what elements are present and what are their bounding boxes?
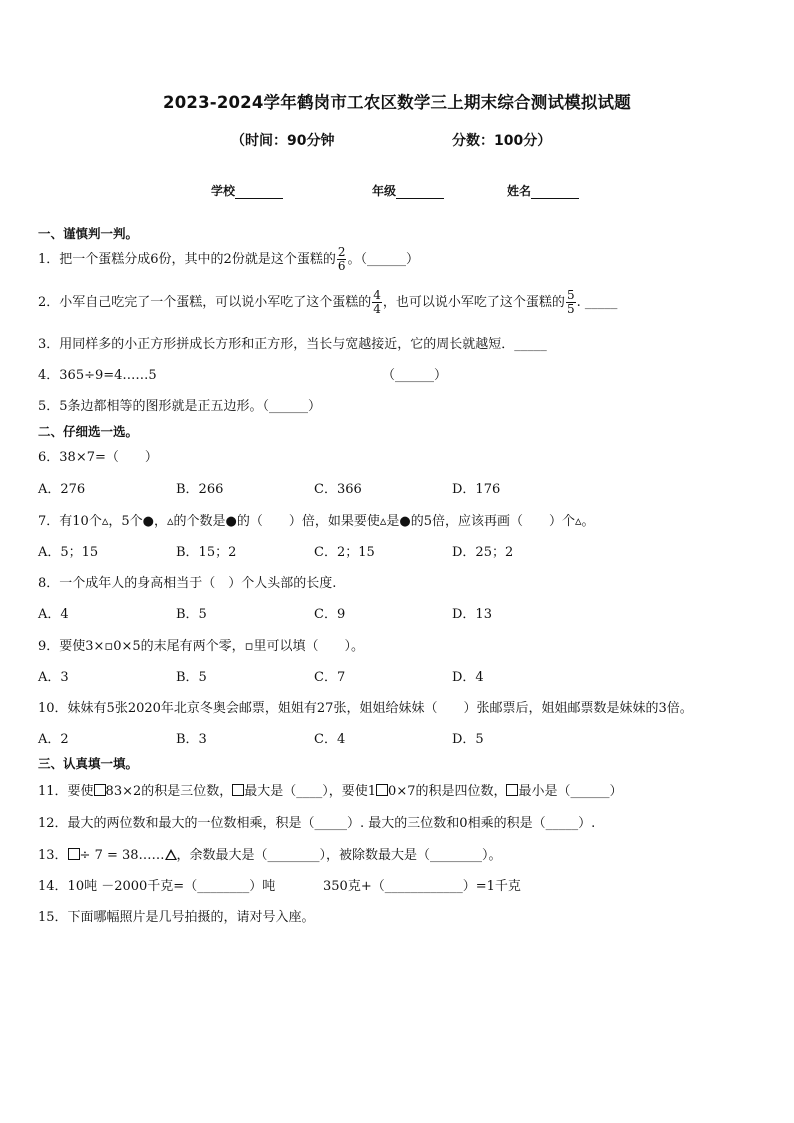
question-11-text: 11．要使 [38,784,94,799]
section-heading-2: 二、仔细选一选。 [38,424,139,439]
square-icon [506,784,518,796]
square-icon [94,784,106,796]
question-1-blank: 。（______） [347,252,419,267]
fraction-denominator: 6 [337,259,346,273]
fraction-denominator: 5 [566,302,575,316]
question-11-text: 最大是（____），要使1 [244,784,377,799]
option-a: A．5；15 [38,545,99,560]
question-15: 15．下面哪幅照片是几号拍摄的，请对号入座。 [38,910,315,925]
question-2-text: 2．小军自己吃完了一个蛋糕，可以说小军吃了这个蛋糕的 [38,295,372,310]
option-b: B．15；2 [176,545,237,560]
name-field [507,182,579,199]
question-8: 8．一个成年人的身高相当于（ ）个人头部的长度. [38,576,337,591]
fraction [372,289,382,316]
question-4-blank: （______） [382,368,448,383]
option-d: D．13 [452,607,492,622]
option-c: C．9 [314,607,346,622]
question-9: 9．要使3×▫0×5的末尾有两个零，▫里可以填（ ）。 [38,639,364,654]
grade-field [372,182,444,199]
question-7: 7．有10个▵，5个●，▵的个数是●的（ ）倍，如果要使▵是●的5倍，应该再画（ ）个▵。 [38,514,595,529]
fraction-numerator: 4 [373,288,381,302]
school-label: 学校 [211,184,236,198]
question-11-text: 83×2的积是三位数， [105,784,233,799]
grade-blank[interactable] [396,185,444,199]
question-13-text: ，余数最大是（________），被除数最大是（________）。 [176,848,502,863]
question-11-text: 最小是（______） [518,784,623,799]
question-3: 3．用同样多的小正方形拼成长方形和正方形，当长与宽越接近，它的周长就越短．_____ [38,337,547,352]
question-6: 6．38×7=（ ） [38,450,158,465]
option-b: B．5 [176,607,207,622]
school-field [211,182,283,199]
question-10: 10．妹妹有5张2020年北京冬奥会邮票，姐姐有27张，姐姐给妹妹（ ）张邮票后，姐姐邮票数是妹妹的3倍。 [38,701,693,716]
section-heading-3: 三、认真填一填。 [38,756,139,771]
question-1 [38,246,419,273]
square-icon [68,848,80,860]
question-2-text-middle: ，也可以说小军吃了这个蛋糕的 [382,295,565,310]
option-c: C．7 [314,670,346,685]
option-a: A．3 [38,670,69,685]
triangle-icon [165,849,177,860]
question-11 [38,780,623,799]
option-d: D．176 [452,482,501,497]
name-blank[interactable] [531,185,579,199]
school-blank[interactable] [235,185,283,199]
question-14: 14．10吨 －2000千克=（________）吨 [38,879,276,894]
question-2-blank: . _____ [576,295,618,310]
option-c: C．2；15 [314,545,375,560]
grade-label: 年级 [372,184,397,198]
option-a: A．2 [38,732,69,747]
option-b: B．5 [176,670,207,685]
option-c: C．366 [314,482,362,497]
question-5: 5．5条边都相等的图形就是正五边形。（______） [38,399,322,414]
question-1-text: 1．把一个蛋糕分成6份，其中的2份就是这个蛋糕的 [38,252,336,267]
option-a: A．276 [38,482,86,497]
exam-score: 分数：100分） [452,133,552,149]
section-heading-1: 一、谨慎判一判。 [38,226,139,241]
question-12: 12．最大的两位数和最大的一位数相乘，积是（_____）. 最大的三位数和0相乘的积是（_____）. [38,816,596,831]
option-a: A．4 [38,607,69,622]
option-b: B．266 [176,482,224,497]
question-13-text: 13． [38,848,68,863]
question-11-text: 0×7的积是四位数， [388,784,507,799]
option-c: C．4 [314,732,346,747]
question-13-text: ÷ 7 = 38…… [79,848,165,863]
fraction-numerator: 5 [566,288,575,302]
name-label: 姓名 [507,184,532,198]
option-d: D．25；2 [452,545,514,560]
question-2 [38,289,617,316]
square-icon [376,784,388,796]
fraction-numerator: 2 [337,245,346,259]
page-title: 2023-2024学年鹤岗市工农区数学三上期末综合测试模拟试题 [163,93,631,112]
question-14-part-2: 350克+（____________）=1千克 [323,879,521,894]
option-d: D．5 [452,732,484,747]
fraction-denominator: 4 [373,302,381,316]
fraction [566,289,576,316]
question-13 [38,844,502,863]
option-b: B．3 [176,732,207,747]
exam-time: （时间：90分钟 [231,133,335,149]
option-d: D．4 [452,670,484,685]
square-icon [232,784,244,796]
question-4: 4．365÷9=4……5 [38,368,157,383]
fraction [337,246,347,273]
